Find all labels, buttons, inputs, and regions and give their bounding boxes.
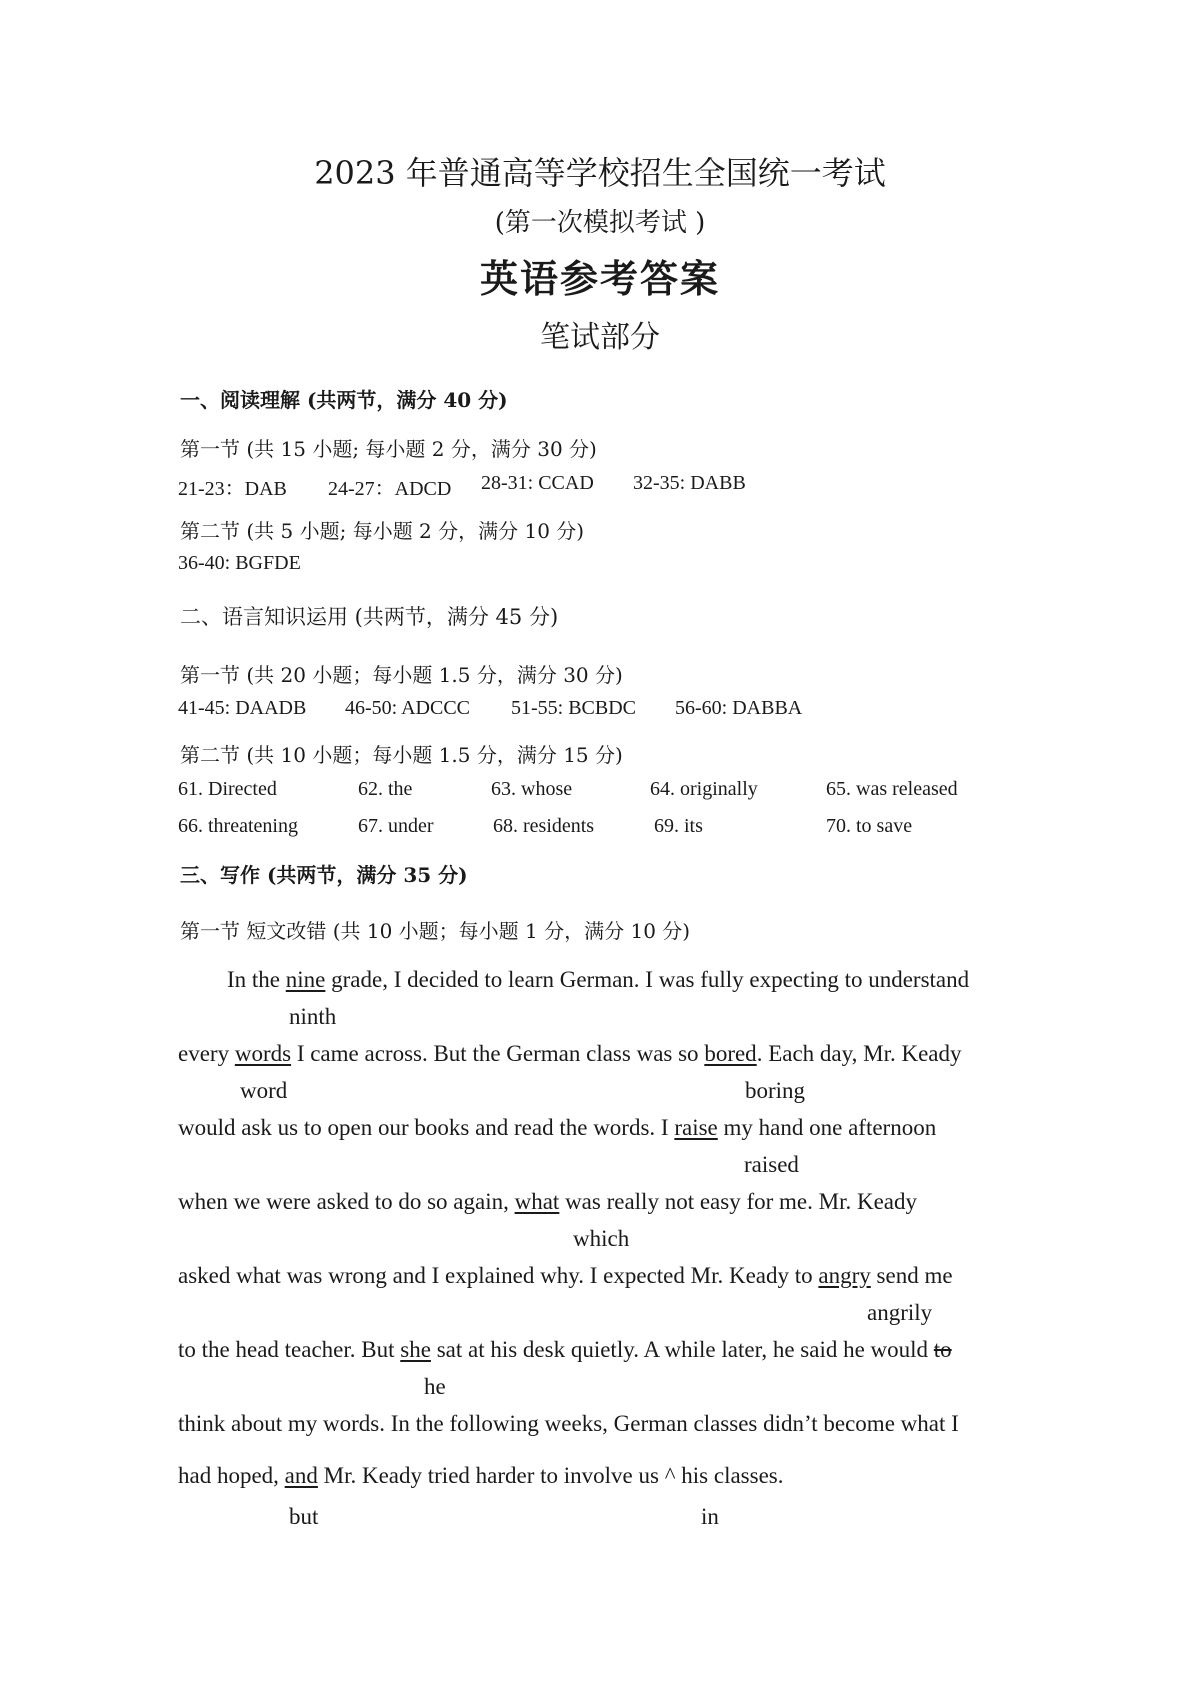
section-label: 第二节 (共 10 小题；每小题 1.5 分，满分 15 分): [180, 743, 623, 767]
answer-item: 66. threatening: [178, 815, 298, 837]
section-heading-reading: 一、阅读理解 (共两节，满分 40 分): [180, 388, 508, 412]
essay-line: In the nine grade, I decided to learn German. I was fully expecting to understand: [227, 967, 970, 992]
answer-item: 63. whose: [491, 778, 573, 800]
correction: boring: [745, 1078, 806, 1103]
correction: raised: [744, 1152, 799, 1177]
correction: angrily: [867, 1300, 933, 1325]
answer-group: 36-40: BGFDE: [178, 552, 301, 574]
error-word: bored: [704, 1041, 757, 1066]
answer-item: 69. its: [654, 815, 703, 837]
answer-group: 56-60: DABBA: [675, 697, 803, 719]
essay-line: would ask us to open our books and read the words. I raise my hand one afternoon: [178, 1115, 937, 1140]
struck-word: to: [933, 1337, 952, 1362]
part-title: 笔试部分: [540, 320, 660, 355]
exam-title: 2023 年普通高等学校招生全国统一考试: [314, 154, 886, 192]
answer-group: 32-35: DABB: [633, 472, 746, 494]
error-word: nine: [285, 967, 326, 992]
correction: he: [424, 1374, 446, 1399]
correction: which: [573, 1226, 630, 1251]
section-label: 第一节 (共 15 小题; 每小题 2 分，满分 30 分): [180, 437, 597, 461]
correction: but: [289, 1504, 319, 1529]
exam-subtitle: (第一次模拟考试 ): [494, 208, 706, 238]
answer-item: 67. under: [358, 815, 434, 837]
answer-group: 46-50: ADCCC: [345, 697, 471, 719]
answer-item: 68. residents: [493, 815, 595, 837]
section-heading-writing: 三、写作 (共两节，满分 35 分): [180, 863, 468, 887]
essay-line: when we were asked to do so again, what was really not easy for me. Mr. Keady: [178, 1189, 917, 1214]
correction: ninth: [289, 1004, 337, 1029]
answer-item: 62. the: [358, 778, 413, 800]
section-label: 第一节 短文改错 (共 10 小题；每小题 1 分，满分 10 分): [180, 919, 691, 943]
error-word: and: [284, 1463, 318, 1488]
section-label: 第一节 (共 20 小题；每小题 1.5 分，满分 30 分): [180, 663, 623, 687]
error-word: words: [234, 1041, 292, 1066]
answer-group: 51-55: BCBDC: [511, 697, 637, 719]
error-word: she: [400, 1337, 431, 1362]
answer-group: 21-23：DAB: [178, 478, 287, 500]
answer-item: 64. originally: [650, 778, 758, 800]
correction: in: [701, 1504, 719, 1529]
error-word: what: [514, 1189, 560, 1214]
answer-group: 28-31: CCAD: [481, 472, 594, 494]
correction: word: [240, 1078, 288, 1103]
answer-item: 70. to save: [826, 815, 913, 837]
essay-line: think about my words. In the following weeks, German classes didn’t become what I: [178, 1411, 959, 1436]
section-heading-language: 二、语言知识运用 (共两节，满分 45 分): [180, 605, 559, 629]
essay-line: had hoped, and Mr. Keady tried harder to involve us ^ his classes.: [178, 1463, 784, 1488]
document-title: 英语参考答案: [479, 256, 720, 301]
essay-line: asked what was wrong and I explained why. I expected Mr. Keady to angry send me: [178, 1263, 953, 1288]
answer-item: 61. Directed: [178, 778, 277, 800]
answer-item: 65. was released: [826, 778, 958, 800]
answer-group: 24-27：ADCD: [328, 478, 452, 500]
section-label: 第二节 (共 5 小题; 每小题 2 分，满分 10 分): [180, 519, 585, 543]
error-word: raise: [674, 1115, 718, 1140]
essay-line: every words I came across. But the German class was so bored. Each day, Mr. Keady: [178, 1041, 962, 1066]
answer-group: 41-45: DAADB: [178, 697, 307, 719]
error-word: angry: [818, 1263, 871, 1288]
essay-line: to the head teacher. But she sat at his desk quietly. A while later, he said he would to: [178, 1337, 952, 1362]
